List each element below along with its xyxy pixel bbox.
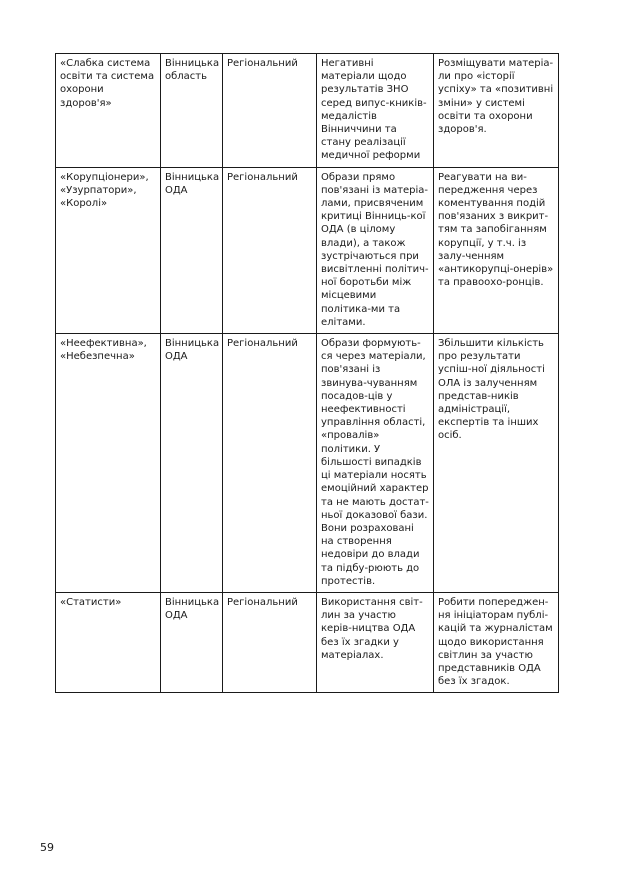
table-row [56,167,559,333]
table-row [56,54,559,168]
level-cell: Регіональний [223,592,317,692]
level-cell: Регіональний [223,334,317,593]
page-number: 59 [40,841,54,854]
object-cell: Вінницька ОДА [161,167,223,333]
table-row [56,592,559,692]
level-cell: Регіональний [223,54,317,168]
level-cell: Регіональний [223,167,317,333]
image-cell: «Неефективна», «Небезпечна» [56,334,161,593]
recommendation-cell: Збільшити кількість про результати успіш-ної діяльності ОЛА із залученням представ-ників адміністрації, експертів та інших осіб. [434,334,559,593]
object-cell: Вінницька область [161,54,223,168]
source-cell: Використання світ-лин за участю керів-ництва ОДА без їх згадки у матеріалах. [317,592,434,692]
image-cell: «Корупціонери», «Узурпатори», «Королі» [56,167,161,333]
object-cell: Вінницька ОДА [161,334,223,593]
table-row [56,334,559,593]
recommendation-cell: Робити попереджен-ня ініціаторам публі-кацій та журналістам щодо використання світлин за участю представників ОДА без їх згадок. [434,592,559,692]
source-cell: Образи формують-ся через матеріали, пов'язані із звинува-чуванням посадов-ців у неефективності управління області, «провалів» політики. У більшості випадків ці матеріали носять емоційний характер та не мають достат-ньої доказової бази. Вони розраховані на створення недовіри до влади та підбу-рюють до протестів. [317,334,434,593]
recommendation-cell: Реагувати на ви-передження через коментування подій пов'язаних з викрит-тям та запобіганням корупції, у т.ч. із залу-ченням «антикорупці-онерів» та правоохо-ронців. [434,167,559,333]
recommendation-cell: Розміщувати матеріа-ли про «історії успіху» та «позитивні зміни» у системі освіти та охорони здоров'я. [434,54,559,168]
image-cell: «Статисти» [56,592,161,692]
object-cell: Вінницька ОДА [161,592,223,692]
source-cell: Негативні матеріали щодо результатів ЗНО серед випус-кників-медалістів Вінниччини та стану реалізації медичної реформи [317,54,434,168]
strategy-table [55,53,559,693]
image-cell: «Слабка система освіти та система охорони здоров'я» [56,54,161,168]
source-cell: Образи прямо пов'язані із матеріа-лами, присвяченим критиці Вінниць-кої ОДА (в цілому влади), а також зустрічаються при висвітленні політич-ної боротьби між місцевими політика-ми та елітами. [317,167,434,333]
